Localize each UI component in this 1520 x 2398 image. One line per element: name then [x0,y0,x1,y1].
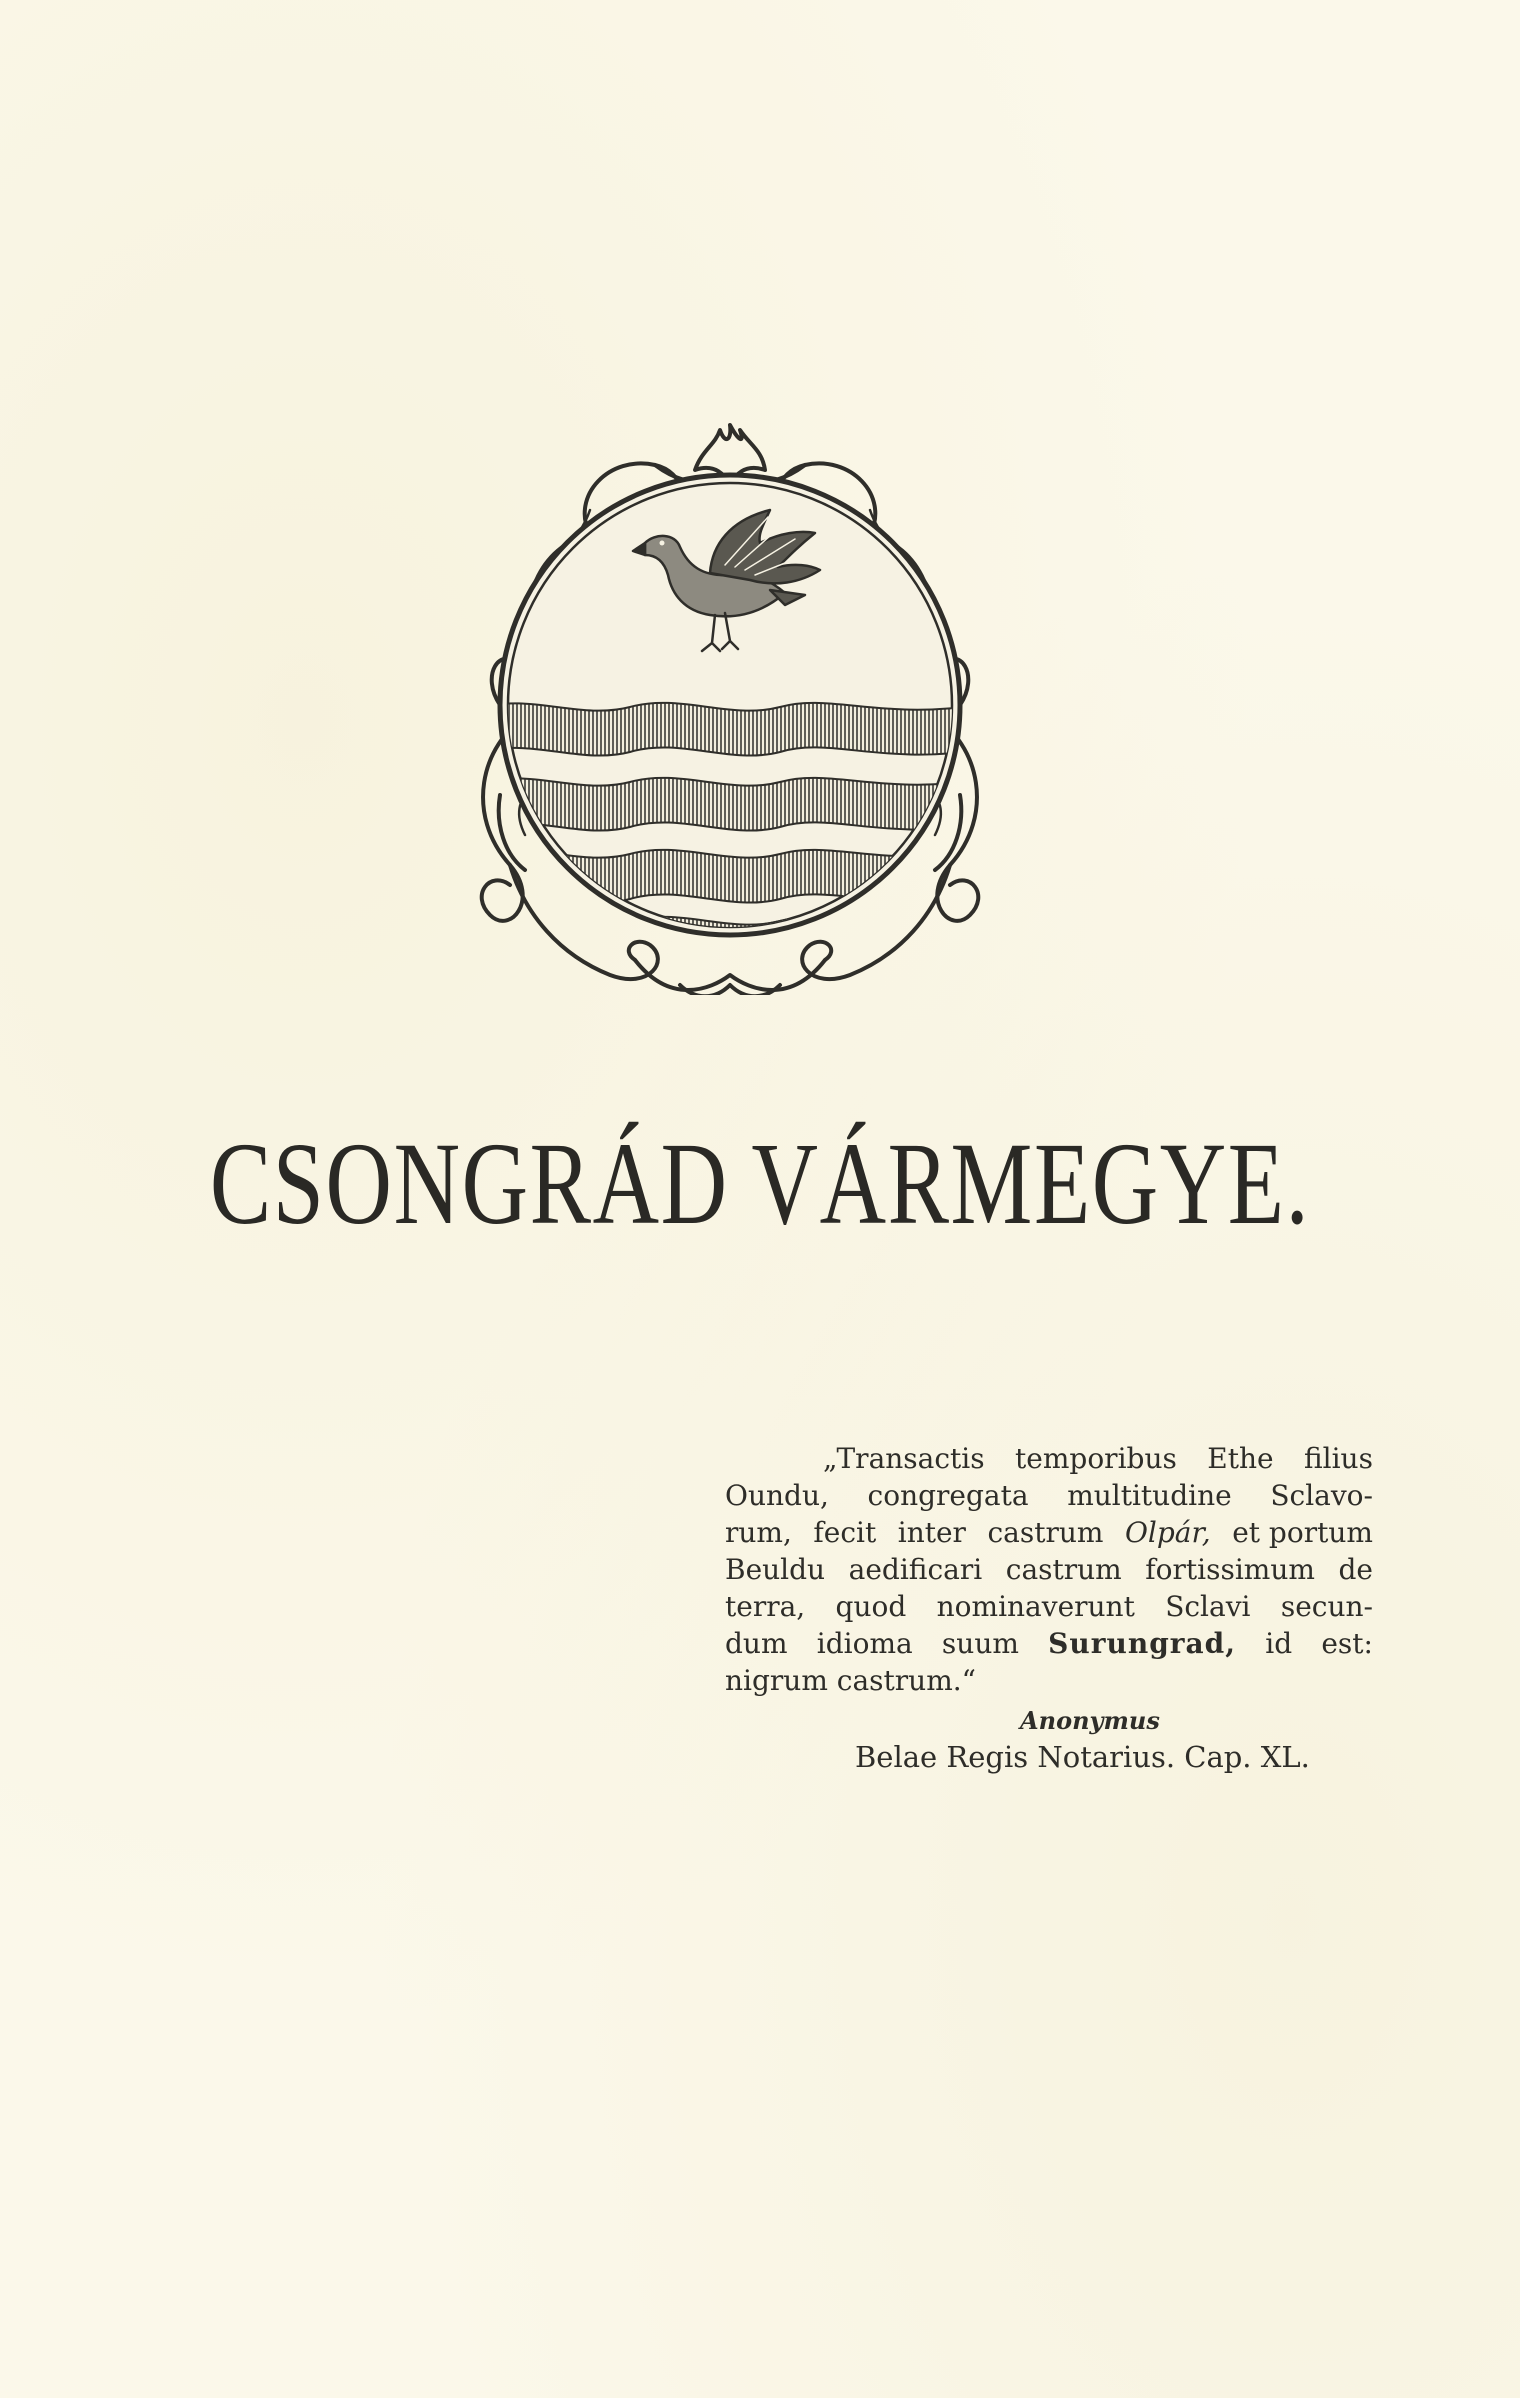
quote-word: multitudine [1067,1479,1232,1512]
quote-word: Sclavi [1165,1590,1251,1623]
quote-word: quod [835,1590,907,1623]
quote-word: „Transactis [823,1442,985,1475]
quote-line-4 [725,1551,1373,1588]
quote-word: est: [1321,1627,1373,1660]
coat-of-arms-image [440,415,1020,995]
quote-line-2 [725,1477,1373,1514]
quote-place-name-olpar: Olpár, [1124,1516,1211,1549]
quote-word: aedificari [848,1553,983,1586]
epigraph-quote [725,1440,1373,1699]
quote-word: et portum [1232,1516,1373,1549]
quote-line-3 [725,1514,1373,1551]
quote-source: Belae Regis Notarius. Cap. XL. [855,1740,1310,1774]
quote-line-6 [725,1625,1373,1662]
quote-word: Ethe [1207,1442,1274,1475]
page-title: CSONGRÁD VÁRMEGYE. [209,1118,1311,1249]
quote-line-5 [725,1588,1373,1625]
quote-word: secun- [1280,1590,1373,1623]
quote-word: filius [1303,1442,1373,1475]
quote-word: terra, [725,1590,806,1623]
quote-word: Sclavo- [1270,1479,1373,1512]
quote-word: castrum [987,1516,1104,1549]
quote-word: rum, [725,1516,792,1549]
quote-word: congregata [867,1479,1029,1512]
quote-word: Beuldu [725,1553,826,1586]
quote-place-name-surungrad: Surungrad, [1048,1627,1236,1660]
quote-author: Anonymus [1020,1706,1160,1735]
quote-word: id [1265,1627,1293,1660]
quote-word: temporibus [1015,1442,1177,1475]
quote-word: de [1338,1553,1373,1586]
quote-line-1 [725,1440,1373,1477]
quote-word: Oundu, [725,1479,829,1512]
quote-word: nigrum castrum.“ [725,1664,976,1697]
quote-line-7 [725,1662,1373,1699]
quote-word: nominaverunt [936,1590,1135,1623]
quote-word: suum [941,1627,1019,1660]
quote-word: idioma [816,1627,913,1660]
quote-word: fecit [813,1516,877,1549]
quote-word: castrum [1005,1553,1122,1586]
quote-word: fortissimum [1145,1553,1315,1586]
quote-word: dum [725,1627,788,1660]
quote-word: inter [897,1516,966,1549]
